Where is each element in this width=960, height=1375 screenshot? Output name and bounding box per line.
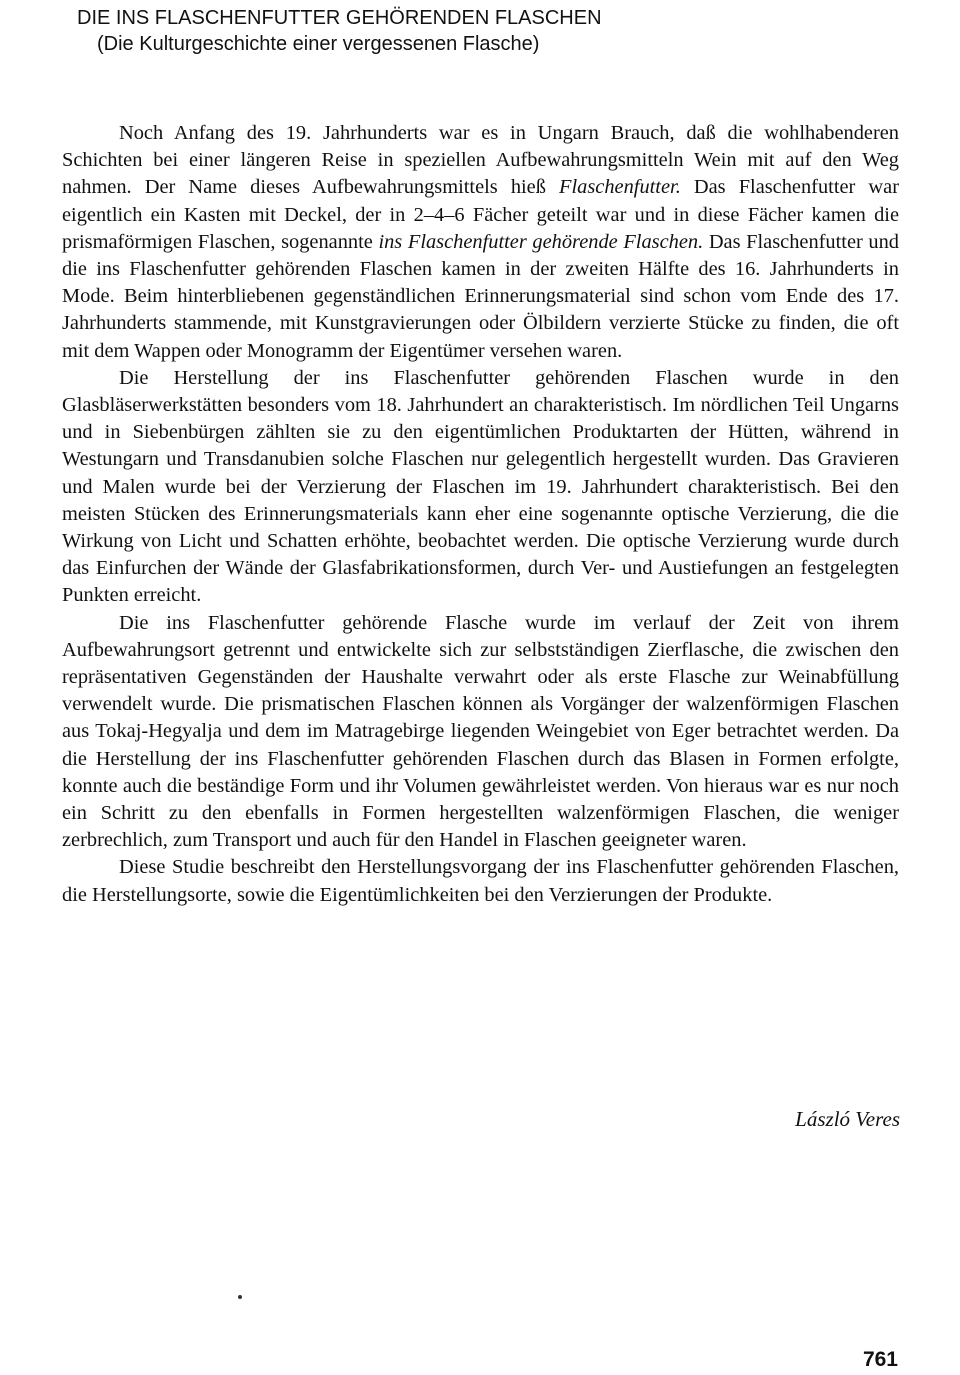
paragraph-1-text-c: Das Flaschenfutter und die ins Flaschenfutter gehörenden Flaschen kamen in der zweiten Hälfte des 16. Jahrhunderts in Mode. Beim hinterbliebenen gegenständlichen Erinnerungsmaterial sind schon vom Ende des 17. Jahrhunderts stammende, mit Kunstgravierungen oder Ölbildern verzierte Stücke zu finden, die oft mit dem Wappen oder Monogramm der Eigentümer versehen waren.	[62, 230, 900, 362]
paragraph-1	[62, 120, 899, 365]
page-number: 761	[862, 1348, 898, 1371]
print-speck	[238, 1295, 242, 1299]
body-text	[62, 120, 899, 909]
document-subtitle: (Die Kulturgeschichte einer vergessenen Flasche)	[97, 33, 540, 55]
author-signature: László Veres	[795, 1107, 900, 1131]
paragraph-1-text-b: Das Flaschenfutter war eigentlich ein Kasten mit Deckel, der in 2–4–6 Fächer geteilt war und in diese Fächer kamen die prismaförmigen Flaschen, sogenannte	[62, 176, 899, 253]
paragraph-1-text-a: Noch Anfang des 19. Jahrhunderts war es in Ungarn Brauch, daß die wohlhabenderen Schichten bei einer längeren Reise in speziellen Aufbewahrungsmitteln Wein mit auf den Weg nahmen. Der Name dieses Aufbewahrungsmittels hieß	[62, 122, 899, 199]
term-ins-flaschenfutter-gehoerende-flaschen: ins Flaschenfutter gehörende Flaschen.	[378, 230, 704, 253]
paragraph-4: Diese Studie beschreibt den Herstellungsvorgang der ins Flaschenfutter gehörenden Flaschen, die Herstellungsorte, sowie die Eigentümlichkeiten bei den Verzierungen der Produkte.	[62, 856, 899, 906]
term-flaschenfutter: Flaschenfutter.	[559, 176, 681, 199]
document-title: DIE INS FLASCHENFUTTER GEHÖRENDEN FLASCHEN	[77, 7, 602, 29]
paragraph-3: Die ins Flaschenfutter gehörende Flasche wurde im verlauf der Zeit von ihrem Aufbewahrungsort getrennt und entwickelte sich zur selbstständigen Zierflasche, die zwischen den repräsentativen Gegenständen der Haushalte verwahrt oder als erste Flasche zur Weinabfüllung verwendelt wurde. Die prismatischen Flaschen können als Vorgänger der walzenförmigen Flaschen aus Tokaj-Hegyalja und dem im Matragebirge liegenden Weingebiet von Eger betrachtet werden. Da die Herstellung der ins Flaschenfutter gehörenden Flaschen durch das Blasen in Formen erfolgte, konnte auch die beständige Form und ihr Volumen gewährleistet werden. Von hieraus war es nur noch ein Schritt zu den ebenfalls in Formen hergestellten walzenförmigen Flaschen, die weniger zerbrechlich, zum Transport und auch für den Handel in Flaschen geeigneter waren.	[62, 611, 899, 852]
paragraph-2: Die Herstellung der ins Flaschenfutter gehörenden Flaschen wurde in den Glasbläserwerkstätten besonders vom 18. Jahrhundert an charakteristisch. Im nördlichen Teil Ungarns und in Siebenbürgen zählten sie zu den eigentümlichen Produktarten der Hütten, während in Westungarn und Transdanubien solche Flaschen nur gelegentlich hergestellt wurden. Das Gravieren und Malen wurde bei der Verzierung der Flaschen im 19. Jahrhundert charakteristisch. Bei den meisten Stücken des Erinnerungsmaterials kann eher eine sogenannte optische Verzierung, die die Wirkung von Licht und Schatten erhöhte, beobachtet werden. Die optische Verzierung wurde durch das Einfurchen der Wände der Glasfabrikationsformen, durch Ver- und Austiefungen an festgelegten Punkten erreicht.	[62, 366, 899, 607]
title-block	[62, 5, 960, 57]
